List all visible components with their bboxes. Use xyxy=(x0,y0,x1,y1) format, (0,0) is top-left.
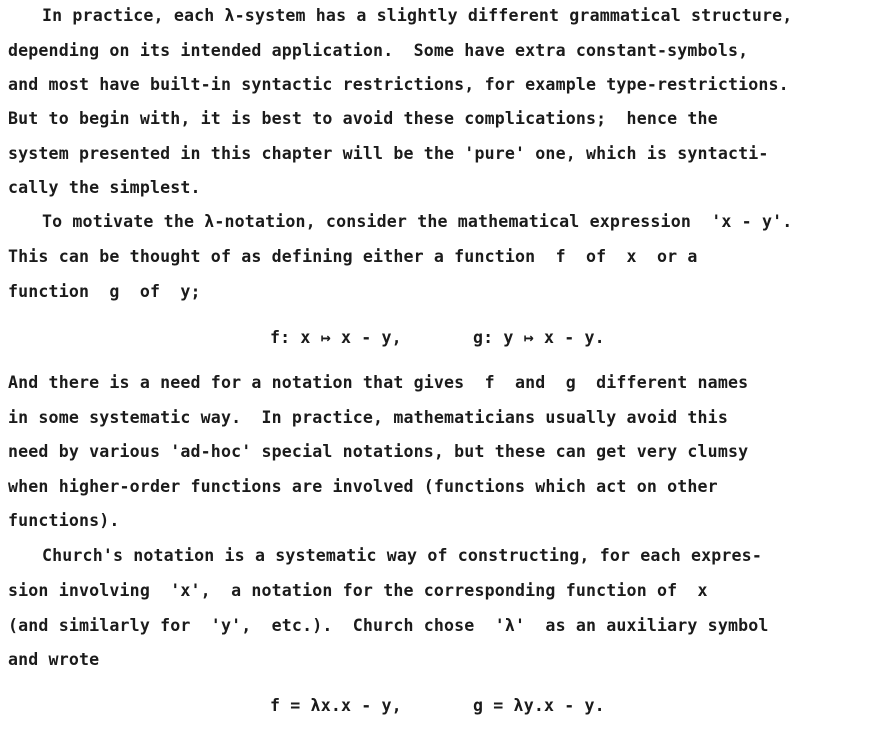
text-line: function g of y; xyxy=(8,282,201,301)
text-line: (and similarly for 'y', etc.). Church chose 'λ' as an auxiliary symbol xyxy=(8,616,769,635)
text-line: in some systematic way. In practice, mathematicians usually avoid this xyxy=(8,408,728,427)
text-line: system presented in this chapter will be the 'pure' one, which is syntacti- xyxy=(8,144,769,163)
equation-g: g: y ↦ x - y. xyxy=(473,328,605,347)
text-line: and most have built-in syntactic restrictions, for example type-restrictions. xyxy=(8,75,789,94)
equation-g-lambda: g = λy.x - y. xyxy=(473,696,605,715)
text-line: when higher-order functions are involved (functions which act on other xyxy=(8,477,718,496)
text-line: need by various 'ad-hoc' special notations, but these can get very clumsy xyxy=(8,442,749,461)
text-line: And there is a need for a notation that gives f and g different names xyxy=(8,373,749,392)
text-line: To motivate the λ-notation, consider the mathematical expression 'x - y'. xyxy=(42,212,793,231)
text-line: and wrote xyxy=(8,650,100,669)
text-line: cally the simplest. xyxy=(8,178,201,197)
text-line: functions). xyxy=(8,511,120,530)
equation-f-lambda: f = λx.x - y, xyxy=(270,696,402,715)
text-line: This can be thought of as defining either a function f of x or a xyxy=(8,247,698,266)
equation-f: f: x ↦ x - y, xyxy=(270,328,402,347)
text-line: depending on its intended application. Some have extra constant-symbols, xyxy=(8,41,749,60)
text-line: Church's notation is a systematic way of constructing, for each expres- xyxy=(42,546,762,565)
text-line: sion involving 'x', a notation for the corresponding function of x xyxy=(8,581,708,600)
text-line: In practice, each λ-system has a slightly different grammatical structure, xyxy=(42,6,793,25)
text-line: But to begin with, it is best to avoid these complications; hence the xyxy=(8,109,718,128)
